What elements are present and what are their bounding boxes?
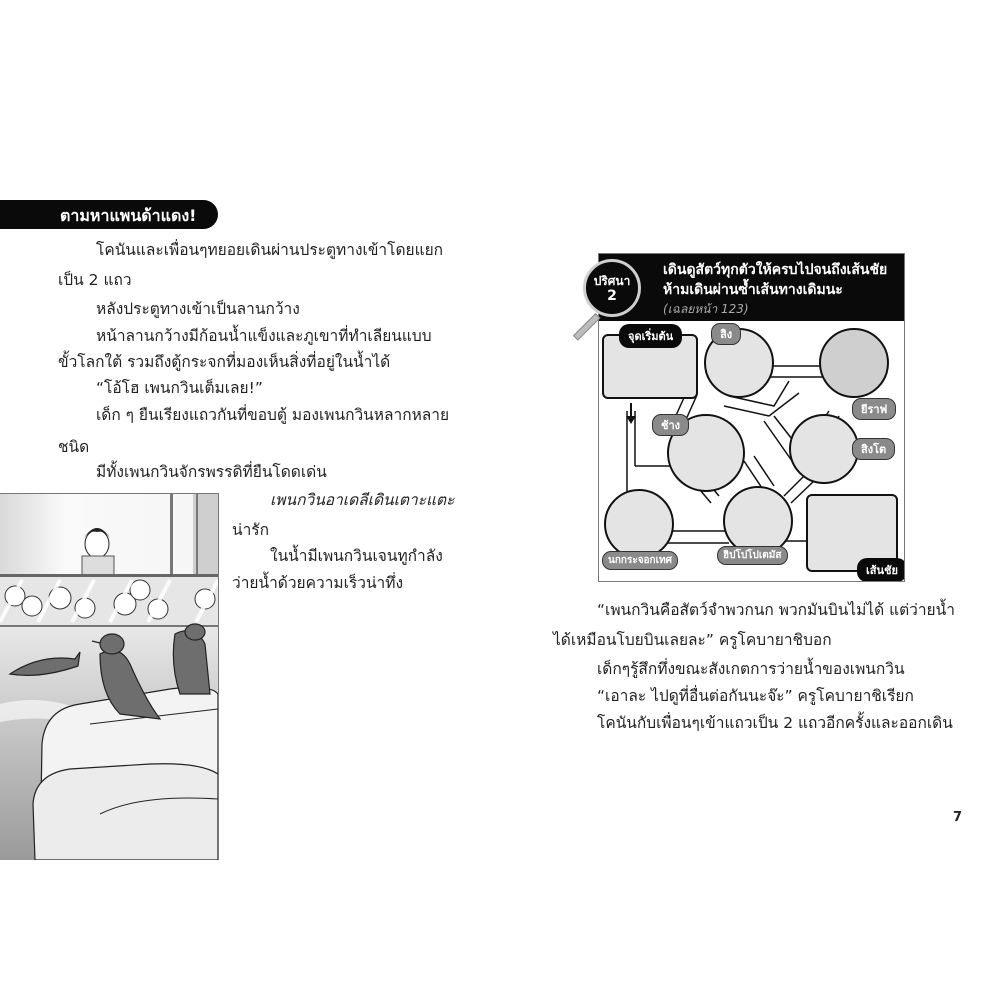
puzzle-instruction-2: ห้ามเดินผ่านซ้ำเส้นทางเดิมนะ xyxy=(663,282,843,298)
paragraph-line: น่ารัก xyxy=(232,521,270,539)
dialogue-line: “เพนกวินคือสัตว์จำพวกนก พวกมันบินไม่ได้ แต่ว่ายน้ำ xyxy=(597,601,955,619)
paragraph-line: เด็ก ๆ ยืนเรียงแถวกันที่ขอบตู้ มองเพนกวินหลากหลาย xyxy=(96,406,450,424)
puzzle-box xyxy=(598,253,905,582)
animal-label-giraffe: ยีราฟ xyxy=(852,398,896,420)
dialogue-line: “เอาละ ไปดูที่อื่นต่อกันนะจ๊ะ” ครูโคบายาชิเรียก xyxy=(597,687,914,705)
puzzle-answer-reference: (เฉลยหน้า 123) xyxy=(663,302,749,316)
paragraph-line: เด็กๆรู้สึกทึ่งขณะสังเกตการว่ายน้ำของเพนกวิน xyxy=(597,660,905,678)
section-title: ตามหาแพนด้าแดง! xyxy=(60,206,197,225)
paragraph-line: หลังประตูทางเข้าเป็นลานกว้าง xyxy=(96,300,300,318)
page-number: 7 xyxy=(953,810,963,825)
animal-label-monkey: ลิง xyxy=(711,323,741,345)
paragraph-line: ขั้วโลกใต้ รวมถึงตู้กระจกที่มองเห็นสิ่งที่อยู่ในน้ำได้ xyxy=(58,353,391,371)
paragraph-line: โคนันกับเพื่อนๆเข้าแถวเป็น 2 แถวอีกครั้งและออกเดิน xyxy=(597,714,953,732)
magnifier-icon xyxy=(583,259,641,317)
dialogue-line: “โอ้โฮ เพนกวินเต็มเลย!” xyxy=(96,379,263,397)
paragraph-line: เป็น 2 แถว xyxy=(58,271,132,289)
paragraph-line: เพนกวินอาเดลีเดินเตาะแตะ xyxy=(270,491,455,509)
paragraph-line: มีทั้งเพนกวินจักรพรรดิที่ยืนโดดเด่น xyxy=(96,463,327,481)
paragraph-line: โคนันและเพื่อนๆทยอยเดินผ่านประตูทางเข้าโดยแยก xyxy=(96,241,444,259)
finish-label: เส้นชัย xyxy=(857,558,905,582)
magnifier-handle xyxy=(573,313,601,341)
start-label: จุดเริ่มต้น xyxy=(619,324,682,348)
paragraph-line: ชนิด xyxy=(58,438,90,456)
animal-label-lion: สิงโต xyxy=(852,438,895,460)
paragraph-line: หน้าลานกว้างมีก้อนน้ำแข็งและภูเขาที่ทำเลียนแบบ xyxy=(96,327,432,345)
puzzle-header xyxy=(599,254,904,321)
paragraph-line: ได้เหมือนโบยบินเลยละ” ครูโคบายาชิบอก xyxy=(553,631,832,649)
paragraph-line: ว่ายน้ำด้วยความเร็วน่าทึ่ง xyxy=(232,574,404,592)
puzzle-badge-label: ปริศนา xyxy=(593,274,631,288)
node-ostrich xyxy=(604,489,674,559)
puzzle-badge-number: 2 xyxy=(607,288,617,304)
animal-label-elephant: ช้าง xyxy=(652,414,689,436)
paragraph-line: ในน้ำมีเพนกวินเจนทูกำลัง xyxy=(270,547,443,565)
animal-label-hippo: ฮิปโปโปเตมัส xyxy=(717,546,788,565)
animal-label-ostrich: นกกระจอกเทศ xyxy=(602,551,678,570)
node-lion xyxy=(789,414,859,484)
puzzle-instruction-1: เดินดูสัตว์ทุกตัวให้ครบไปจนถึงเส้นชัย xyxy=(663,262,888,278)
section-title-banner xyxy=(0,200,218,229)
node-giraffe xyxy=(819,328,889,398)
penguin-enclosure-illustration xyxy=(0,493,219,860)
